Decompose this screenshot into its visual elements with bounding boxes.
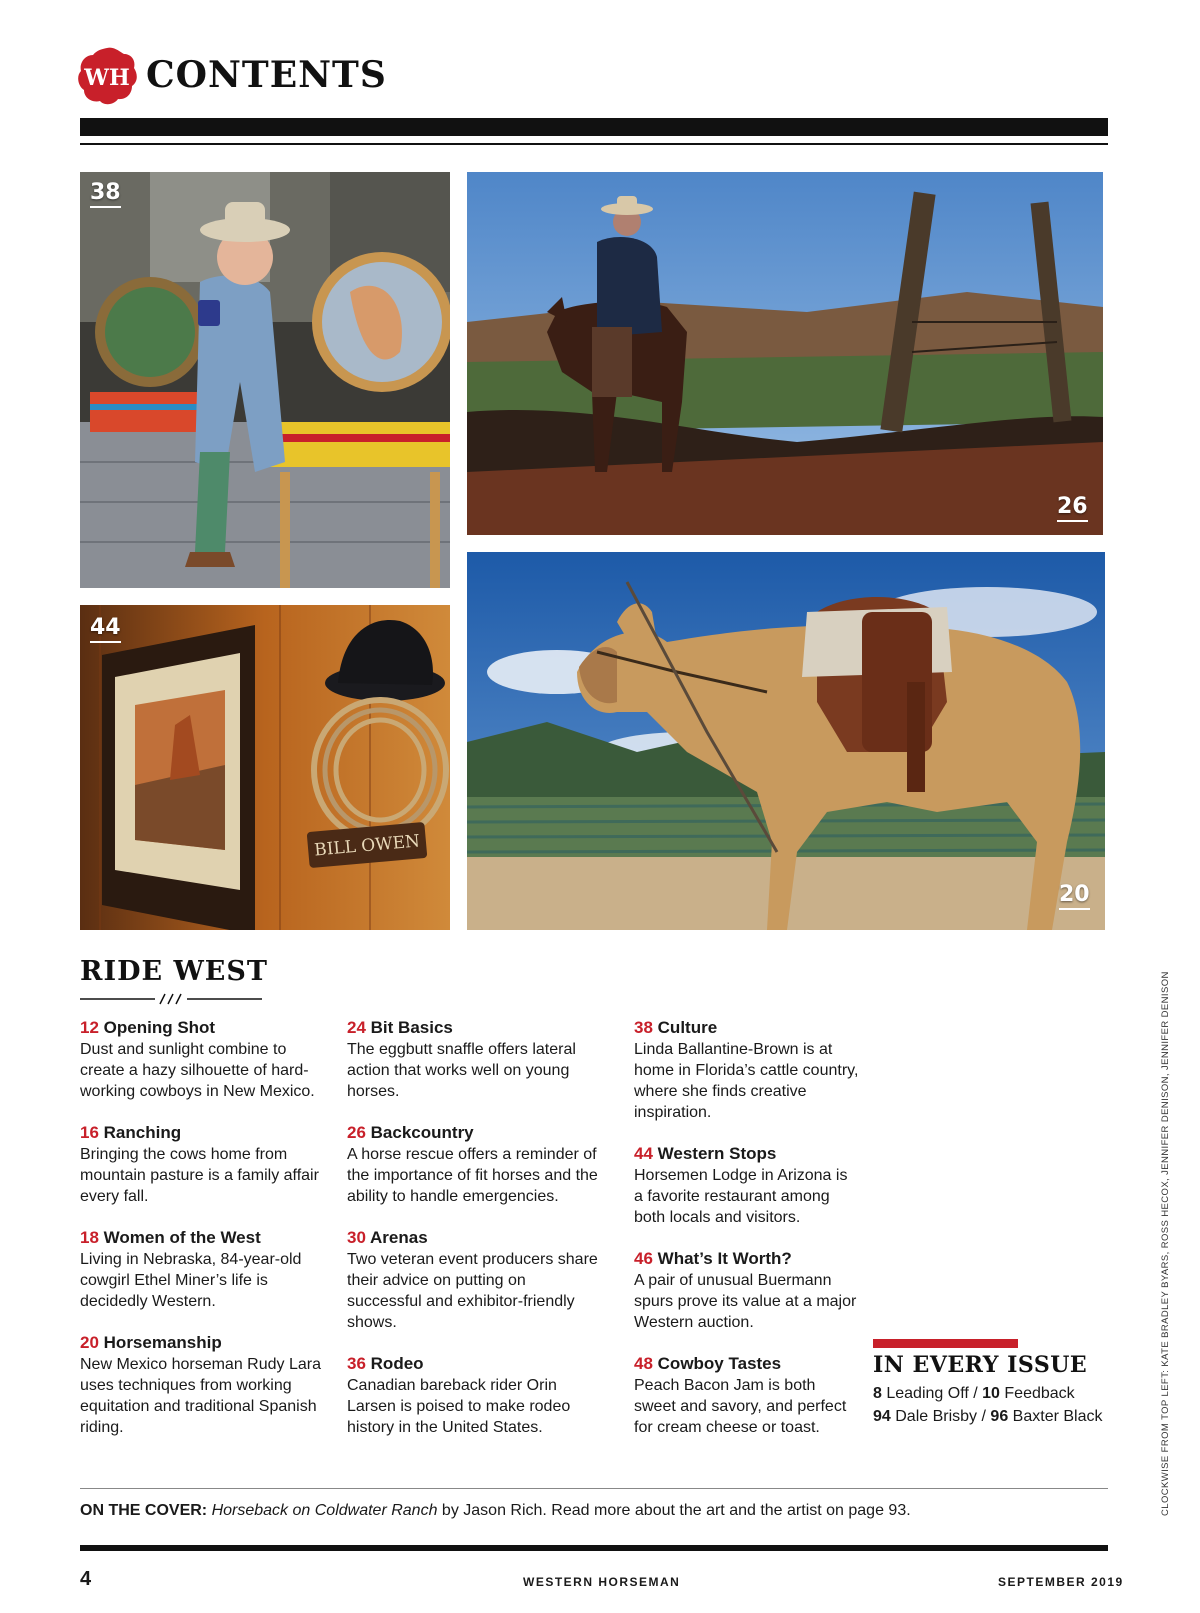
entry-description: Bringing the cows home from mountain pasture is a family affair every fall.: [80, 1146, 319, 1205]
sign-text: BILL OWEN: [313, 831, 421, 861]
header-rule-thick: [80, 118, 1108, 136]
wh-logo: [76, 46, 138, 106]
page-title: CONTENTS: [146, 54, 387, 96]
entry-page-number: 20: [80, 1333, 99, 1352]
entry-description: A horse rescue offers a reminder of the importance of fit horses and the ability to handle emergencies.: [347, 1146, 598, 1205]
issue-item-link[interactable]: Dale Brisby: [895, 1408, 978, 1425]
entry-title: Women of the West: [103, 1228, 261, 1247]
cover-description: by Jason Rich. Read more about the art and the artist on page 93.: [441, 1502, 911, 1519]
footer-page-number: 4: [80, 1568, 92, 1590]
entry-title: Ranching: [103, 1123, 182, 1142]
entry-description: Two veteran event producers share their advice on putting on successful and exhibitor-friendly shows.: [347, 1251, 598, 1331]
cover-credit: [80, 1502, 911, 1520]
entry-page-number: 36: [347, 1354, 366, 1373]
contents-entry[interactable]: [634, 1353, 859, 1438]
in-every-issue-title: IN EVERY ISSUE: [873, 1352, 1088, 1378]
entry-page-number: 48: [634, 1354, 653, 1373]
entry-page-number: 24: [347, 1018, 366, 1037]
entry-description: Canadian bareback rider Orin Larsen is poised to make rodeo history in the United States.: [347, 1377, 571, 1436]
logo-text: WH: [84, 65, 130, 91]
contents-entry[interactable]: [80, 1017, 325, 1102]
entry-description: Horsemen Lodge in Arizona is a favorite restaurant among both locals and visitors.: [634, 1167, 848, 1226]
entry-title: Culture: [657, 1018, 718, 1037]
issue-page-number: 8: [873, 1385, 882, 1402]
entry-page-number: 26: [347, 1123, 366, 1142]
entry-description: Living in Nebraska, 84-year-old cowgirl Ethel Miner’s life is decidedly Western.: [80, 1251, 302, 1310]
photo-horsemanship[interactable]: [467, 552, 1105, 930]
entry-description: A pair of unusual Buermann spurs prove its value at a major Western auction.: [634, 1272, 857, 1331]
separator: /: [981, 1408, 986, 1425]
photo-page-number: 26: [1057, 496, 1088, 522]
contents-entry[interactable]: [634, 1017, 859, 1123]
entry-title: What’s It Worth?: [657, 1249, 792, 1268]
entry-title: Rodeo: [370, 1354, 424, 1373]
cover-title: Horseback on Coldwater Ranch: [211, 1502, 438, 1519]
contents-entry[interactable]: [634, 1248, 859, 1333]
contents-entry[interactable]: [634, 1143, 859, 1228]
entry-title: Bit Basics: [370, 1018, 453, 1037]
entry-description: Dust and sunlight combine to create a hazy silhouette of hard-working cowboys in New Mexico.: [80, 1041, 315, 1100]
issue-item-link[interactable]: Leading Off: [886, 1385, 969, 1402]
entry-page-number: 16: [80, 1123, 99, 1142]
issue-item-link[interactable]: Feedback: [1004, 1385, 1075, 1402]
entry-description: New Mexico horseman Rudy Lara uses techniques from working equitation and traditional Spanish riding.: [80, 1356, 321, 1436]
entry-title: Western Stops: [657, 1144, 777, 1163]
header-rule-thin: [80, 143, 1108, 145]
photo-western-stops[interactable]: [80, 605, 450, 930]
issue-page-number: 10: [982, 1385, 1000, 1402]
contents-entry[interactable]: [347, 1017, 602, 1102]
entry-title: Arenas: [370, 1228, 428, 1247]
entry-page-number: 12: [80, 1018, 99, 1037]
issue-page-number: 94: [873, 1408, 891, 1425]
contents-column-3: [634, 1017, 859, 1458]
photo-page-number: 44: [90, 617, 121, 643]
entry-page-number: 30: [347, 1228, 366, 1247]
in-every-issue-accent-bar: [873, 1339, 1018, 1348]
cover-label: ON THE COVER:: [80, 1502, 208, 1519]
footer-magazine-name: WESTERN HORSEMAN: [523, 1575, 681, 1589]
contents-entry[interactable]: [347, 1353, 602, 1438]
footer-rule: [80, 1545, 1108, 1551]
photo-credits-text: CLOCKWISE FROM TOP LEFT: KATE BRADLEY BYARS, ROSS HECOX, JENNIFER DENISON, JENNIFER DENISON: [1160, 971, 1171, 1516]
cover-rule: [80, 1488, 1108, 1489]
separator: /: [973, 1385, 978, 1402]
section-title-ornament: [80, 993, 262, 1005]
contents-entry[interactable]: [347, 1227, 602, 1333]
contents-column-2: [347, 1017, 602, 1458]
contents-entry[interactable]: [80, 1332, 325, 1438]
issue-page-number: 96: [990, 1408, 1009, 1425]
photo-backcountry[interactable]: [467, 172, 1103, 535]
footer-issue-date: SEPTEMBER 2019: [998, 1575, 1124, 1589]
entry-description: Linda Ballantine-Brown is at home in Florida’s cattle country, where she finds creative inspiration.: [634, 1041, 859, 1121]
photo-page-number: 38: [90, 182, 121, 208]
issue-item-link[interactable]: Baxter Black: [1012, 1408, 1103, 1425]
contents-entry[interactable]: [347, 1122, 602, 1207]
entry-title: Horsemanship: [103, 1333, 222, 1352]
entry-description: The eggbutt snaffle offers lateral action that works well on young horses.: [347, 1041, 576, 1100]
entry-title: Opening Shot: [103, 1018, 216, 1037]
entry-description: Peach Bacon Jam is both sweet and savory, and perfect for cream cheese or toast.: [634, 1377, 847, 1436]
contents-entry[interactable]: [80, 1122, 325, 1207]
photo-culture[interactable]: [80, 172, 450, 588]
contents-entry[interactable]: [80, 1227, 325, 1312]
entry-page-number: 44: [634, 1144, 653, 1163]
entry-page-number: 18: [80, 1228, 99, 1247]
in-every-issue-line-1: [873, 1385, 1075, 1403]
in-every-issue-line-2: [873, 1408, 1102, 1426]
entry-page-number: 38: [634, 1018, 653, 1037]
section-title: RIDE WEST: [80, 956, 268, 987]
photo-page-number: 20: [1059, 884, 1090, 910]
entry-title: Cowboy Tastes: [657, 1354, 782, 1373]
contents-column-1: [80, 1017, 325, 1458]
entry-title: Backcountry: [370, 1123, 474, 1142]
entry-page-number: 46: [634, 1249, 653, 1268]
